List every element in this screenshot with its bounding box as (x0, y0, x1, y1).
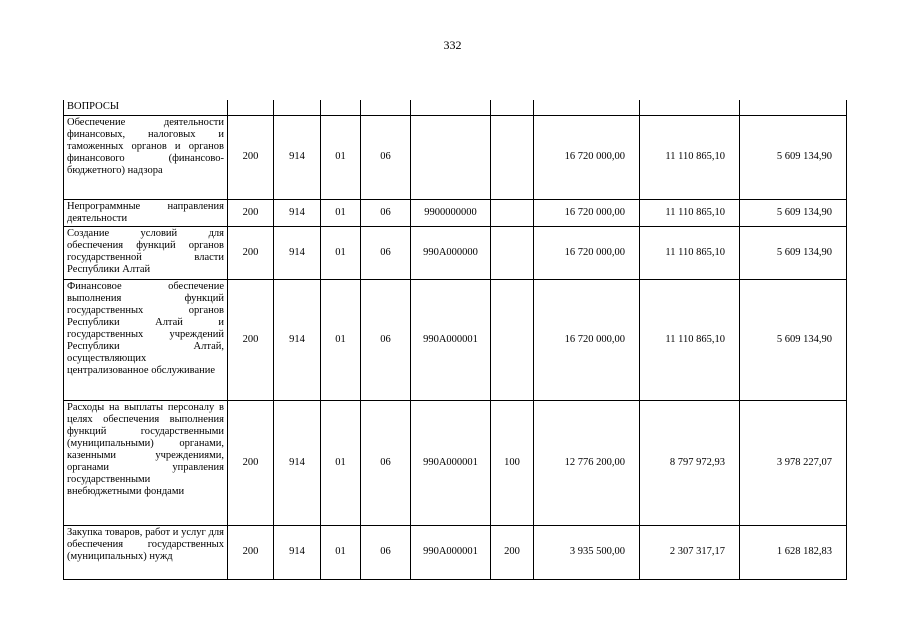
csr-cell: 9900000000 (411, 199, 491, 226)
sum2-cell: 11 110 865,10 (640, 115, 740, 199)
sum1-cell (534, 100, 640, 115)
table-row (64, 279, 847, 400)
sum3-cell: 5 609 134,90 (740, 226, 847, 279)
sum1-cell: 16 720 000,00 (534, 279, 640, 400)
sum2-cell: 11 110 865,10 (640, 199, 740, 226)
gr-cell: 914 (274, 115, 321, 199)
rz-cell: 01 (321, 400, 361, 525)
table-row (64, 199, 847, 226)
row-name-cell: Непрограммные направления деятельности (64, 199, 228, 226)
vr-cell (491, 115, 534, 199)
vr-cell: 100 (491, 400, 534, 525)
ppp-cell: 200 (228, 525, 274, 579)
rz-cell: 01 (321, 226, 361, 279)
pr-cell: 06 (361, 400, 411, 525)
rz-cell: 01 (321, 115, 361, 199)
table-row (64, 100, 847, 115)
ppp-cell: 200 (228, 226, 274, 279)
row-name-cell: Закупка товаров, работ и услуг для обеспечения государственных (муниципальных) нужд (64, 525, 228, 579)
ppp-cell (228, 100, 274, 115)
csr-cell: 990А000000 (411, 226, 491, 279)
table-row (64, 226, 847, 279)
sum1-cell: 16 720 000,00 (534, 115, 640, 199)
table-body (64, 100, 847, 579)
sum3-cell: 5 609 134,90 (740, 115, 847, 199)
row-name-cell: Расходы на выплаты персоналу в целях обеспечения выполнения функций государственными (муниципальными) органами, казенными учреждениями, органами управления государственными внебюджетными фондами (64, 400, 228, 525)
pr-cell: 06 (361, 279, 411, 400)
csr-cell: 990А000001 (411, 279, 491, 400)
ppp-cell: 200 (228, 115, 274, 199)
csr-cell (411, 100, 491, 115)
gr-cell: 914 (274, 525, 321, 579)
sum3-cell (740, 100, 847, 115)
sum3-cell: 3 978 227,07 (740, 400, 847, 525)
gr-cell (274, 100, 321, 115)
pr-cell: 06 (361, 199, 411, 226)
vr-cell (491, 199, 534, 226)
csr-cell: 990А000001 (411, 400, 491, 525)
pr-cell: 06 (361, 226, 411, 279)
vr-cell (491, 226, 534, 279)
csr-cell (411, 115, 491, 199)
sum1-cell: 3 935 500,00 (534, 525, 640, 579)
sum3-cell: 1 628 182,83 (740, 525, 847, 579)
rz-cell: 01 (321, 525, 361, 579)
sum2-cell (640, 100, 740, 115)
rz-cell: 01 (321, 199, 361, 226)
sum2-cell: 8 797 972,93 (640, 400, 740, 525)
ppp-cell: 200 (228, 400, 274, 525)
rz-cell (321, 100, 361, 115)
vr-cell (491, 279, 534, 400)
sum2-cell: 11 110 865,10 (640, 226, 740, 279)
sum1-cell: 16 720 000,00 (534, 226, 640, 279)
gr-cell: 914 (274, 279, 321, 400)
vr-cell: 200 (491, 525, 534, 579)
pr-cell (361, 100, 411, 115)
rz-cell: 01 (321, 279, 361, 400)
gr-cell: 914 (274, 199, 321, 226)
csr-cell: 990А000001 (411, 525, 491, 579)
sum3-cell: 5 609 134,90 (740, 279, 847, 400)
pr-cell: 06 (361, 115, 411, 199)
page-number: 332 (443, 38, 462, 52)
vr-cell (491, 100, 534, 115)
sum3-cell: 5 609 134,90 (740, 199, 847, 226)
row-name-cell: Финансовое обеспечение выполнения функций государственных органов Республики Алтай и государственных учреждений Республики Алтай, осуществляющих централизованное обслуживание (64, 279, 228, 400)
table-row (64, 400, 847, 525)
ppp-cell: 200 (228, 199, 274, 226)
row-name-cell: Обеспечение деятельности финансовых, налоговых и таможенных органов и органов финансового (финансово-бюджетного) надзора (64, 115, 228, 199)
gr-cell: 914 (274, 226, 321, 279)
sum2-cell: 11 110 865,10 (640, 279, 740, 400)
table-row (64, 115, 847, 199)
sum1-cell: 12 776 200,00 (534, 400, 640, 525)
row-name-cell: ВОПРОСЫ (64, 100, 228, 115)
sum2-cell: 2 307 317,17 (640, 525, 740, 579)
pr-cell: 06 (361, 525, 411, 579)
sum1-cell: 16 720 000,00 (534, 199, 640, 226)
ppp-cell: 200 (228, 279, 274, 400)
row-name-cell: Создание условий для обеспечения функций органов государственной власти Республики Алтай (64, 226, 228, 279)
gr-cell: 914 (274, 400, 321, 525)
budget-table (63, 100, 847, 580)
table-row (64, 525, 847, 579)
